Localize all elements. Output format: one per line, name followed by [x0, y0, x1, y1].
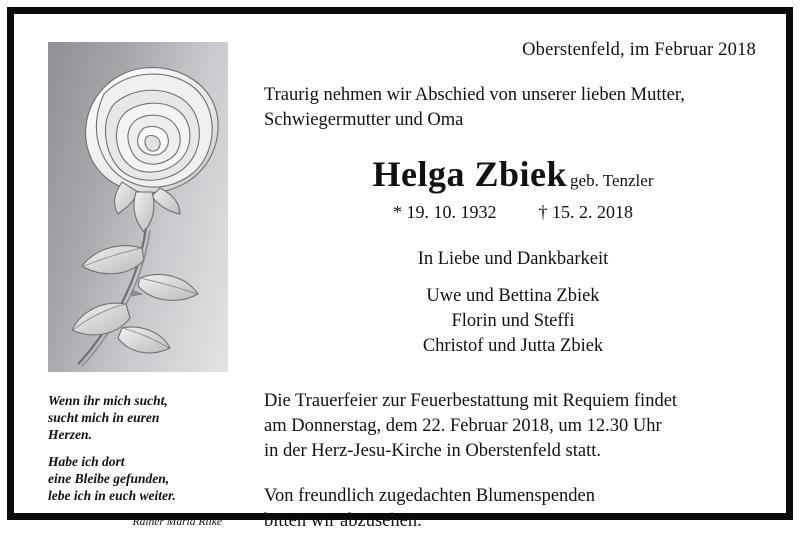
intro-text: [264, 83, 762, 133]
verse-line-2: sucht mich in euren: [48, 410, 160, 425]
death-date: † 15. 2. 2018: [538, 202, 633, 222]
flowers-line-2: bitten wir abzusehen.: [264, 511, 422, 531]
notice-content: [28, 28, 772, 531]
verse-line-4: Habe ich dort: [48, 454, 125, 469]
mourner-line: Christof und Jutta Zbiek: [422, 336, 604, 356]
right-column: [264, 38, 762, 531]
left-column: [48, 42, 228, 528]
intro-line-1: Traurig nehmen wir Abschied von unserer lieben Mutter,: [264, 85, 685, 105]
place-and-date: Oberstenfeld, im Februar 2018: [522, 40, 756, 60]
maiden-name: geb. Tenzler: [570, 171, 654, 190]
life-dates: [264, 202, 762, 223]
mourners-list: [264, 284, 762, 359]
rose-illustration: [48, 42, 228, 372]
mourner-line: Uwe und Bettina Zbiek: [426, 286, 600, 306]
deceased-name-line: [264, 153, 762, 195]
verse-block: [48, 392, 228, 531]
ceremony-line-1: Die Trauerfeier zur Feuerbestattung mit Requiem findet: [264, 391, 678, 411]
ceremony-line-2: am Donnerstag, dem 22. Februar 2018, um 12.30 Uhr: [264, 416, 662, 436]
mourner-line: Florin und Steffi: [451, 311, 575, 331]
verse-line-6: lebe ich in euch weiter.: [48, 488, 176, 503]
birth-date: * 19. 10. 1932: [393, 202, 497, 222]
deceased-name: Helga Zbiek: [372, 154, 568, 194]
verse-author: Rainer Maria Rilke: [132, 516, 222, 528]
verse-stanza-1: [48, 392, 228, 443]
ceremony-line-3: in der Herz-Jesu-Kirche in Oberstenfeld statt.: [264, 441, 601, 461]
verse-line-1: Wenn ihr mich sucht,: [48, 393, 168, 408]
ceremony-details: [264, 389, 762, 464]
flowers-line-1: Von freundlich zugedachten Blumenspenden: [264, 486, 596, 506]
verse-line-3: Herzen.: [48, 427, 92, 442]
verse-line-5: eine Bleibe gefunden,: [48, 471, 170, 486]
gratitude-text: In Liebe und Dankbarkeit: [417, 249, 609, 269]
intro-line-2: Schwiegermutter und Oma: [264, 110, 464, 130]
mourning-border: [7, 7, 793, 531]
verse-stanza-2: [48, 453, 228, 504]
